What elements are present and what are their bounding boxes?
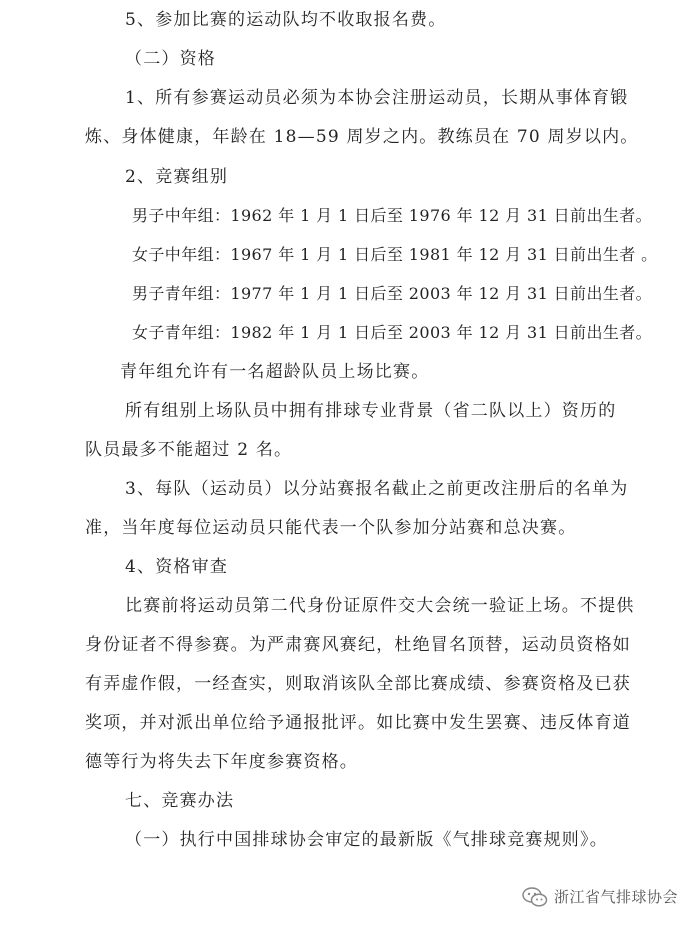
paragraph-line: 有弄虚作假，一经查实，则取消该队全部比赛成绩、参赛资格及已获 [85, 674, 631, 694]
watermark-text: 浙江省气排球协会 [553, 888, 678, 906]
section-heading: 七、竞赛办法 [125, 791, 235, 811]
paragraph-line: 青年组允许有一名超龄队员上场比赛。 [120, 362, 430, 382]
paragraph-line: 队员最多不能超过 2 名。 [85, 440, 293, 460]
paragraph-line: 德等行为将失去下年度参赛资格。 [85, 752, 358, 772]
paragraph-line: 3、每队（运动员）以分站赛报名截止之前更改注册后的名单为 [125, 479, 629, 499]
paragraph-line: 奖项，并对派出单位给予通报批评。如比赛中发生罢赛、违反体育道 [85, 713, 631, 733]
watermark [522, 886, 678, 907]
paragraph-line: 炼、身体健康，年龄在 18—59 周岁之内。教练员在 70 周岁以内。 [85, 127, 639, 147]
paragraph-line: 5、参加比赛的运动队均不收取报名费。 [125, 10, 447, 30]
paragraph-line: 准，当年度每位运动员只能代表一个队参加分站赛和总决赛。 [85, 518, 577, 538]
paragraph-line: 所有组别上场队员中拥有排球专业背景（省二队以上）资历的 [125, 401, 617, 421]
age-group-line: 男子青年组：1977 年 1 月 1 日后至 2003 年 12 月 31 日前出生者。 [132, 284, 653, 303]
age-group-line: 女子青年组：1982 年 1 月 1 日后至 2003 年 12 月 31 日前出生者。 [132, 323, 653, 342]
subsection-heading: 4、资格审查 [125, 557, 229, 577]
paragraph-line: （一）执行中国排球协会审定的最新版《气排球竞赛规则》。 [125, 830, 608, 850]
section-heading: （二）资格 [125, 49, 216, 69]
subsection-heading: 2、竞赛组别 [125, 167, 229, 187]
paragraph-line: 1、所有参赛运动员必须为本协会注册运动员，长期从事体育锻 [125, 88, 629, 108]
age-group-line: 男子中年组：1962 年 1 月 1 日后至 1976 年 12 月 31 日前出生者。 [132, 206, 653, 225]
paragraph-line: 比赛前将运动员第二代身份证原件交大会统一验证上场。不提供 [125, 596, 635, 616]
wechat-icon [522, 887, 548, 907]
age-group-line: 女子中年组：1967 年 1 月 1 日后至 1981 年 12 月 31 日前出生者 。 [132, 245, 658, 264]
paragraph-line: 身份证者不得参赛。为严肃赛风赛纪，杜绝冒名顶替，运动员资格如 [85, 635, 631, 655]
